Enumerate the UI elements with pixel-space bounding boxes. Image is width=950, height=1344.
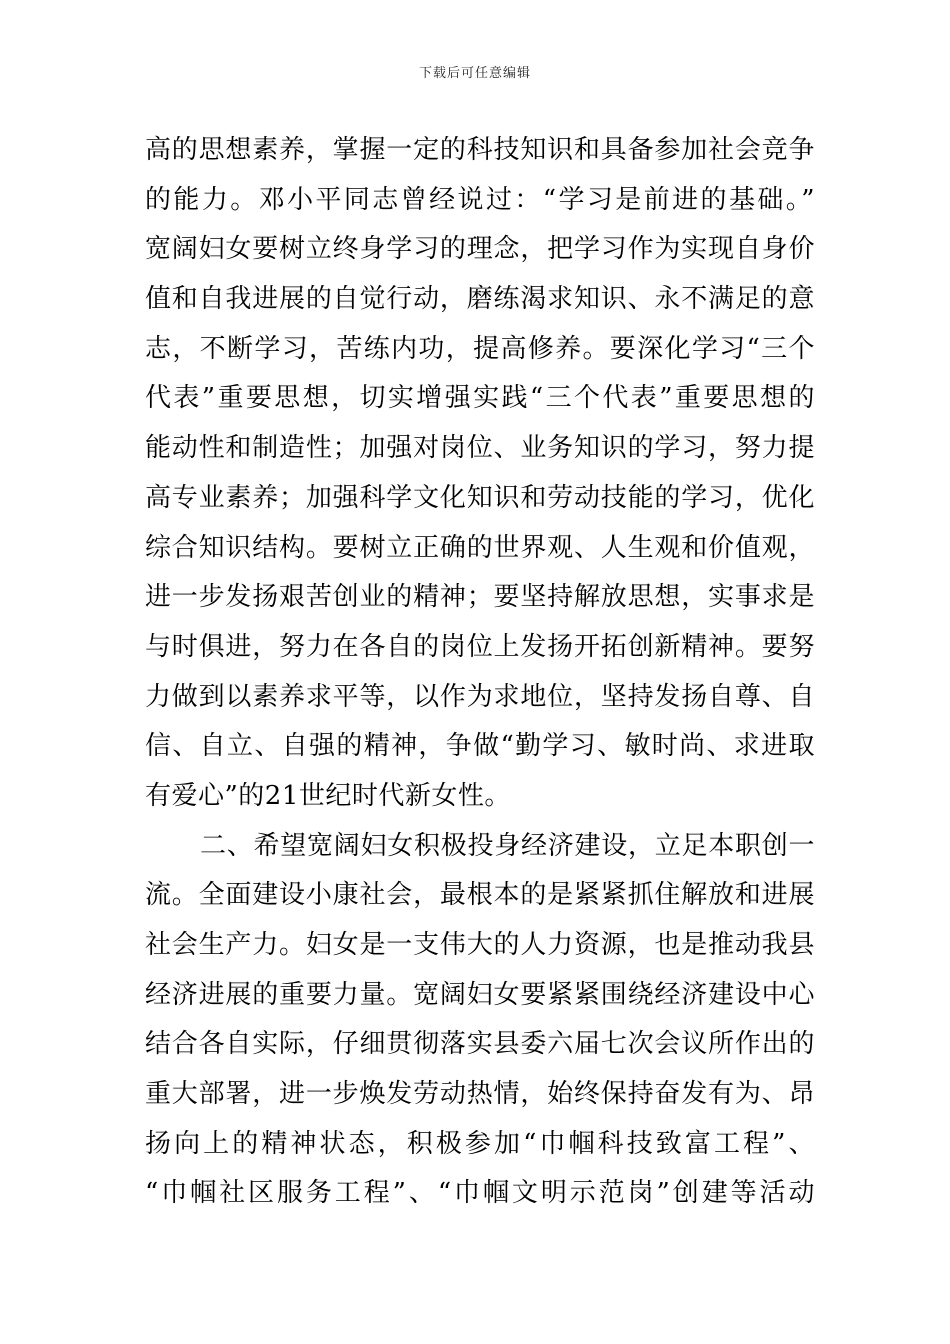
text-line: 与时俱进，努力在各自的岗位上发扬开拓创新精神。要努 [145, 631, 815, 662]
paragraph-end-line: 有爱心”的21世纪时代新女性。 [145, 780, 511, 811]
text-line: “巾帼社区服务工程”、“巾帼文明示范岗”创建等活动 [145, 1178, 815, 1209]
paragraph-start-line: 二、希望宽阔妇女积极投身经济建设，立足本职创一 [200, 830, 815, 861]
text-line: 流。全面建设小康社会，最根本的是紧紧抓住解放和进展 [145, 880, 815, 911]
text-line: 综合知识结构。要树立正确的世界观、人生观和价值观， [145, 532, 815, 563]
page-header: 下载后可任意编辑 [418, 66, 531, 81]
text-line: 宽阔妇女要树立终身学习的理念，把学习作为实现自身价 [145, 234, 815, 265]
text-line: 信、自立、自强的精神，争做“勤学习、敏时尚、求进取 [145, 731, 815, 762]
text-line: 能动性和制造性；加强对岗位、业务知识的学习，努力提 [145, 433, 815, 464]
text-line: 高专业素养；加强科学文化知识和劳动技能的学习，优化 [145, 482, 815, 513]
text-line: 力做到以素养求平等，以作为求地位，坚持发扬自尊、自 [145, 681, 815, 712]
text-line: 经济进展的重要力量。宽阔妇女要紧紧围绕经济建设中心 [145, 979, 815, 1010]
text-line: 社会生产力。妇女是一支伟大的人力资源，也是推动我县 [145, 930, 815, 960]
text-line: 高的思想素养，掌握一定的科技知识和具备参加社会竞争 [145, 135, 815, 165]
text-line: 结合各自实际，仔细贯彻落实县委六届七次会议所作出的 [145, 1029, 815, 1060]
body-text [145, 126, 815, 1219]
text-line: 志，不断学习，苦练内功，提高修养。要深化学习“三个 [145, 333, 815, 364]
text-line: 重大部署，进一步焕发劳动热情，始终保持奋发有为、昂 [145, 1079, 815, 1110]
text-line: 进一步发扬艰苦创业的精神；要坚持解放思想，实事求是 [145, 582, 815, 613]
text-line: 值和自我进展的自觉行动，磨练渴求知识、永不满足的意 [145, 284, 815, 315]
text-line: 代表”重要思想，切实增强实践“三个代表”重要思想的 [145, 383, 815, 414]
text-line: 的能力。邓小平同志曾经说过：“学习是前进的基础。” [145, 184, 815, 215]
text-line: 扬向上的精神状态，积极参加“巾帼科技致富工程”、 [145, 1128, 815, 1159]
